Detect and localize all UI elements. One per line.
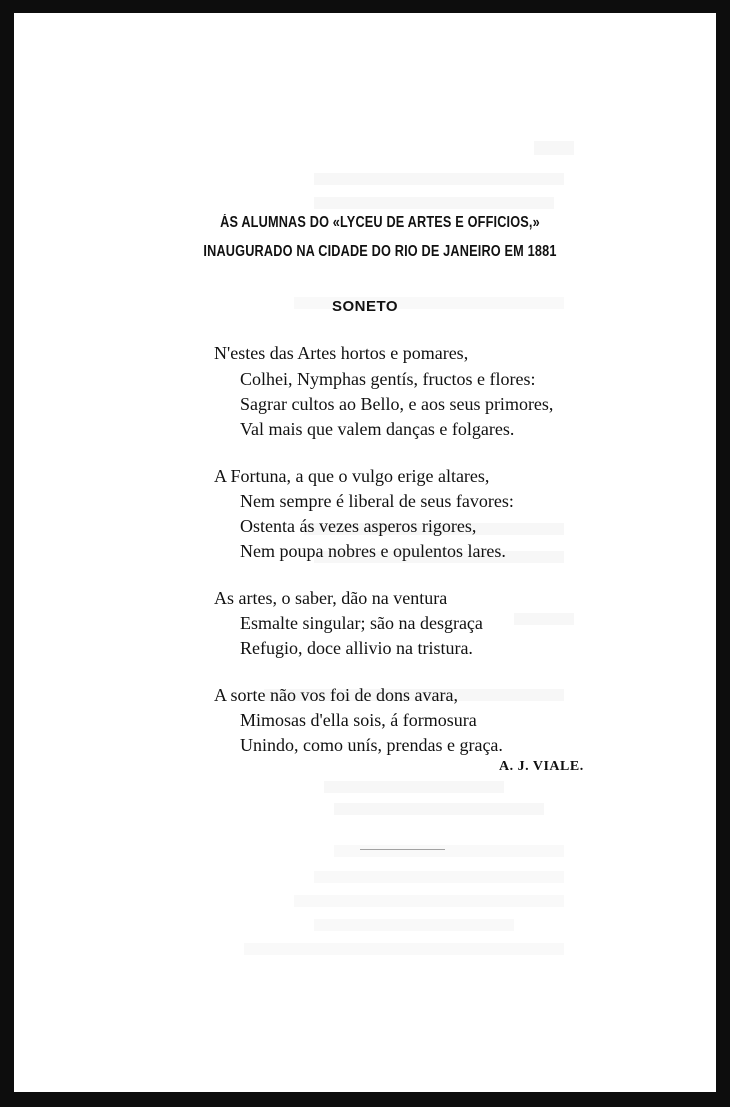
verse-line: Val mais que valem danças e folgares.	[240, 419, 515, 439]
verse-line: N'estes das Artes hortos e pomares,	[214, 343, 469, 363]
author-signature: A. J. VIALE.	[499, 759, 584, 774]
verse-line: A Fortuna, a que o vulgo erige altares,	[214, 466, 490, 486]
show-through-divider	[360, 849, 445, 850]
verse-line: Mimosas d'ella sois, á formosura	[240, 710, 477, 730]
verse-line: Unindo, como unís, prendas e graça.	[240, 735, 503, 755]
verse-line: As artes, o saber, dão na ventura	[214, 588, 448, 608]
verse-line: Ostenta ás vezes asperos rigores,	[240, 516, 477, 536]
verse-line: Colhei, Nymphas gentís, fructos e flores:	[240, 369, 536, 389]
verse-line: Sagrar cultos ao Bello, e aos seus primores,	[240, 394, 554, 414]
verse-line: Refugio, doce allivio na tristura.	[240, 638, 473, 658]
title-line-1: ÁS ALUMNAS DO «LYCEU DE ARTES E OFFICIOS,»	[220, 214, 540, 231]
title-line-2: INAUGURADO NA CIDADE DO RIO DE JANEIRO EM 1881	[203, 243, 557, 260]
verse-line: Esmalte singular; são na desgraça	[240, 613, 483, 633]
verse-line: A sorte não vos foi de dons avara,	[214, 685, 458, 705]
verse-line: Nem poupa nobres e opulentos lares.	[240, 541, 506, 561]
poem-subtitle: SONETO	[331, 298, 399, 315]
verse-line: Nem sempre é liberal de seus favores:	[240, 491, 514, 511]
